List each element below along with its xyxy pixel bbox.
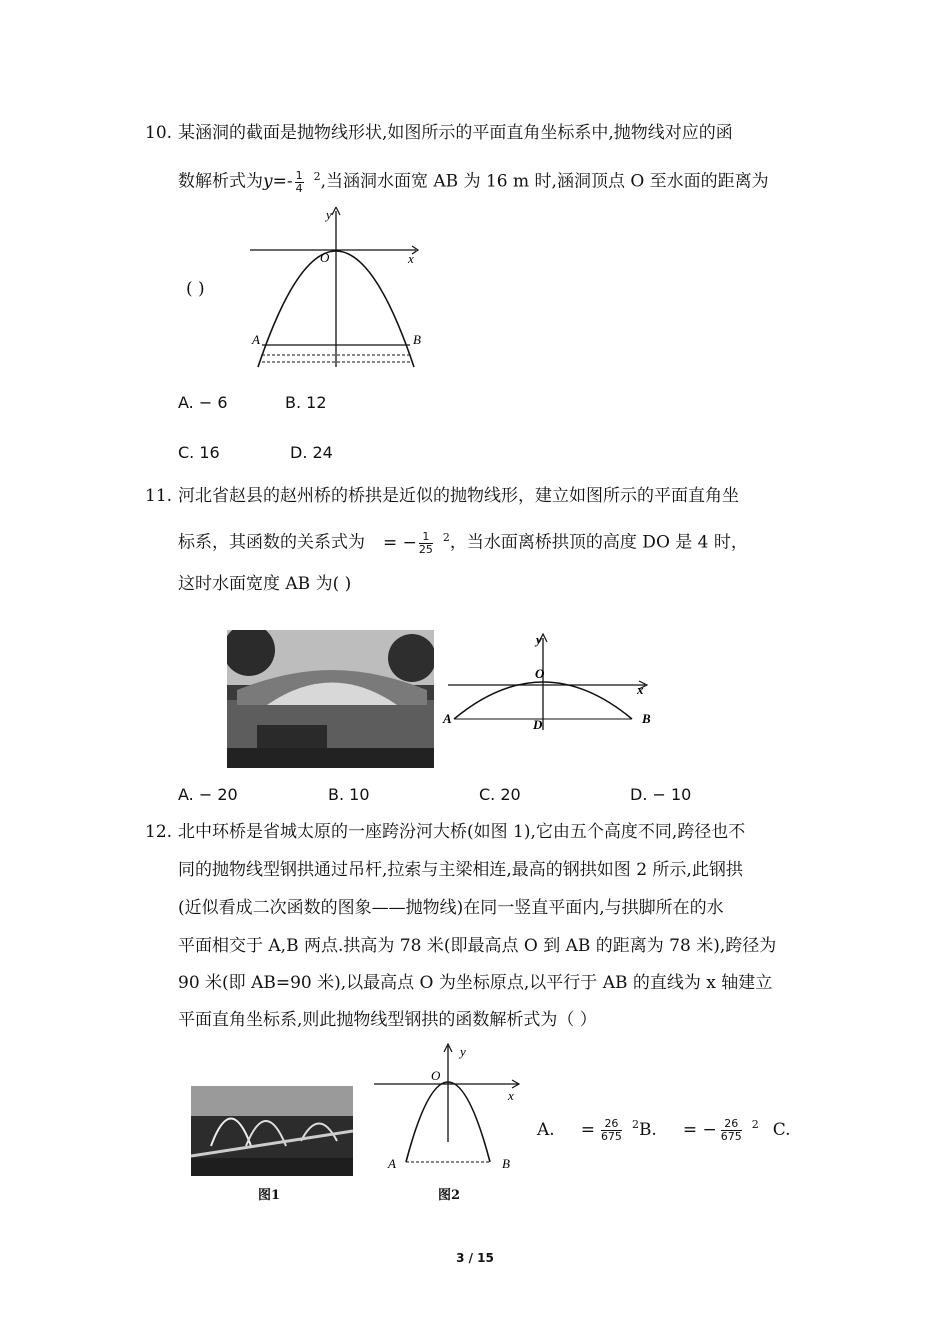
q11-label-d: D bbox=[533, 717, 543, 732]
q12-figure2 bbox=[370, 1042, 530, 1177]
q12-line2: 同的抛物线型钢拱通过吊杆,拉索与主梁相连,最高的钢拱如图 2 所示,此钢拱 bbox=[178, 860, 743, 880]
q10-option-c[interactable]: C. 16 bbox=[178, 443, 220, 462]
q12-fig1-caption: 图1 bbox=[258, 1188, 281, 1203]
q11-line1: 河北省赵县的赵州桥的桥拱是近似的抛物线形，建立如图所示的平面直角坐 bbox=[178, 486, 739, 506]
q10-paren: ( ) bbox=[186, 279, 205, 299]
q11-number: 11. bbox=[145, 486, 173, 506]
q11-label-x: x bbox=[637, 682, 644, 697]
q12-label-y: y bbox=[460, 1044, 466, 1059]
q10-line2-pre: 数解析式为 bbox=[178, 171, 263, 192]
q12-option-b-den: 675 bbox=[720, 1129, 742, 1143]
q12-label-a: A bbox=[388, 1156, 396, 1171]
q12-label-x: x bbox=[508, 1088, 514, 1103]
q10-line1: 某涵洞的截面是抛物线形状,如图所示的平面直角坐标系中,抛物线对应的函 bbox=[178, 123, 733, 143]
q11-line2 bbox=[178, 527, 748, 556]
q12-line3: (近似看成二次函数的图象——抛物线)在同一竖直平面内,与拱脚所在的水 bbox=[178, 898, 724, 918]
q12-label-b: B bbox=[502, 1156, 510, 1171]
q11-bridge-photo bbox=[227, 630, 434, 768]
q12-option-c[interactable]: C. bbox=[772, 1119, 791, 1140]
q10-option-a[interactable]: A. − 6 bbox=[178, 393, 228, 412]
q10-label-o: O bbox=[320, 250, 330, 265]
q11-label-o: O bbox=[535, 666, 545, 681]
q12-number: 12. bbox=[145, 822, 173, 842]
q12-fig1-photo bbox=[191, 1086, 353, 1176]
q11-figure bbox=[440, 630, 660, 740]
q12-option-b-sup: 2 bbox=[751, 1118, 759, 1131]
q11-label-y: y bbox=[536, 632, 542, 647]
q11-line2-post: ，当水面离桥拱顶的高度 DO 是 4 时， bbox=[449, 532, 748, 553]
q12-option-a-frac bbox=[601, 1118, 622, 1143]
q10-fraction bbox=[295, 170, 304, 195]
q11-fraction bbox=[419, 531, 433, 556]
q11-option-b[interactable]: B. 10 bbox=[328, 785, 370, 804]
q10-line2 bbox=[178, 166, 769, 195]
q11-line3: 这时水面宽度 AB 为( ) bbox=[178, 574, 352, 594]
q11-option-a[interactable]: A. − 20 bbox=[178, 785, 238, 804]
q10-option-b[interactable]: B. 12 bbox=[285, 393, 327, 412]
q12-line6: 平面直角坐标系,则此抛物线型钢拱的函数解析式为（ ） bbox=[178, 1010, 597, 1030]
q11-label-b: B bbox=[642, 711, 651, 726]
q11-line2-pre: 标系，其函数的关系式为 bbox=[178, 532, 365, 553]
q12-options bbox=[537, 1114, 791, 1143]
q12-line4: 平面相交于 A,B 两点.拱高为 78 米(即最高点 O 到 AB 的距离为 78 米),跨径为 bbox=[178, 936, 777, 956]
q12-line5: 90 米(即 AB=90 米),以最高点 O 为坐标原点,以平行于 AB 的直线为 x 轴建立 bbox=[178, 973, 773, 993]
q12-line1: 北中环桥是省城太原的一座跨汾河大桥(如图 1),它由五个高度不同,跨径也不 bbox=[178, 822, 746, 842]
q12-option-b-eq: = − bbox=[682, 1119, 717, 1140]
q12-option-a-sup: 2 bbox=[631, 1118, 639, 1131]
q10-label-x: x bbox=[408, 251, 414, 266]
q10-frac-num: 1 bbox=[295, 168, 303, 182]
q11-frac-den: 25 bbox=[418, 542, 433, 556]
q12-option-a-den: 675 bbox=[600, 1129, 622, 1143]
q10-sup: 2 bbox=[313, 170, 321, 183]
q10-line2-y: y=- bbox=[263, 171, 293, 192]
q10-frac-den: 4 bbox=[295, 181, 303, 195]
q11-eq: = − bbox=[383, 532, 417, 553]
q12-option-b-num: 26 bbox=[721, 1118, 742, 1131]
q12-fig2-caption: 图2 bbox=[438, 1188, 461, 1203]
q12-option-b-frac bbox=[721, 1118, 742, 1143]
q10-label-a: A bbox=[252, 332, 260, 347]
q10-number: 10. bbox=[145, 123, 173, 143]
q10-figure bbox=[248, 205, 428, 375]
q11-option-d[interactable]: D. − 10 bbox=[630, 785, 692, 804]
q11-frac-num: 1 bbox=[419, 531, 433, 544]
q10-option-d[interactable]: D. 24 bbox=[290, 443, 333, 462]
q12-option-b-label: B. bbox=[638, 1119, 657, 1140]
q10-label-y: y bbox=[326, 207, 332, 222]
q12-option-a-eq: = bbox=[580, 1119, 595, 1140]
q10-label-b: B bbox=[413, 332, 421, 347]
q11-option-c[interactable]: C. 20 bbox=[479, 785, 521, 804]
q12-label-o: O bbox=[431, 1068, 441, 1083]
q12-option-a-label: A. bbox=[537, 1119, 555, 1140]
page-number: 3 / 15 bbox=[456, 1251, 494, 1265]
q10-line2-post: ,当涵洞水面宽 AB 为 16 m 时,涵洞顶点 O 至水面的距离为 bbox=[320, 171, 769, 192]
q11-sup: 2 bbox=[442, 531, 450, 544]
q12-option-a-num: 26 bbox=[601, 1118, 622, 1131]
q12-option-a[interactable] bbox=[537, 1116, 639, 1143]
q11-label-a: A bbox=[443, 711, 452, 726]
q12-option-b[interactable] bbox=[638, 1116, 759, 1143]
